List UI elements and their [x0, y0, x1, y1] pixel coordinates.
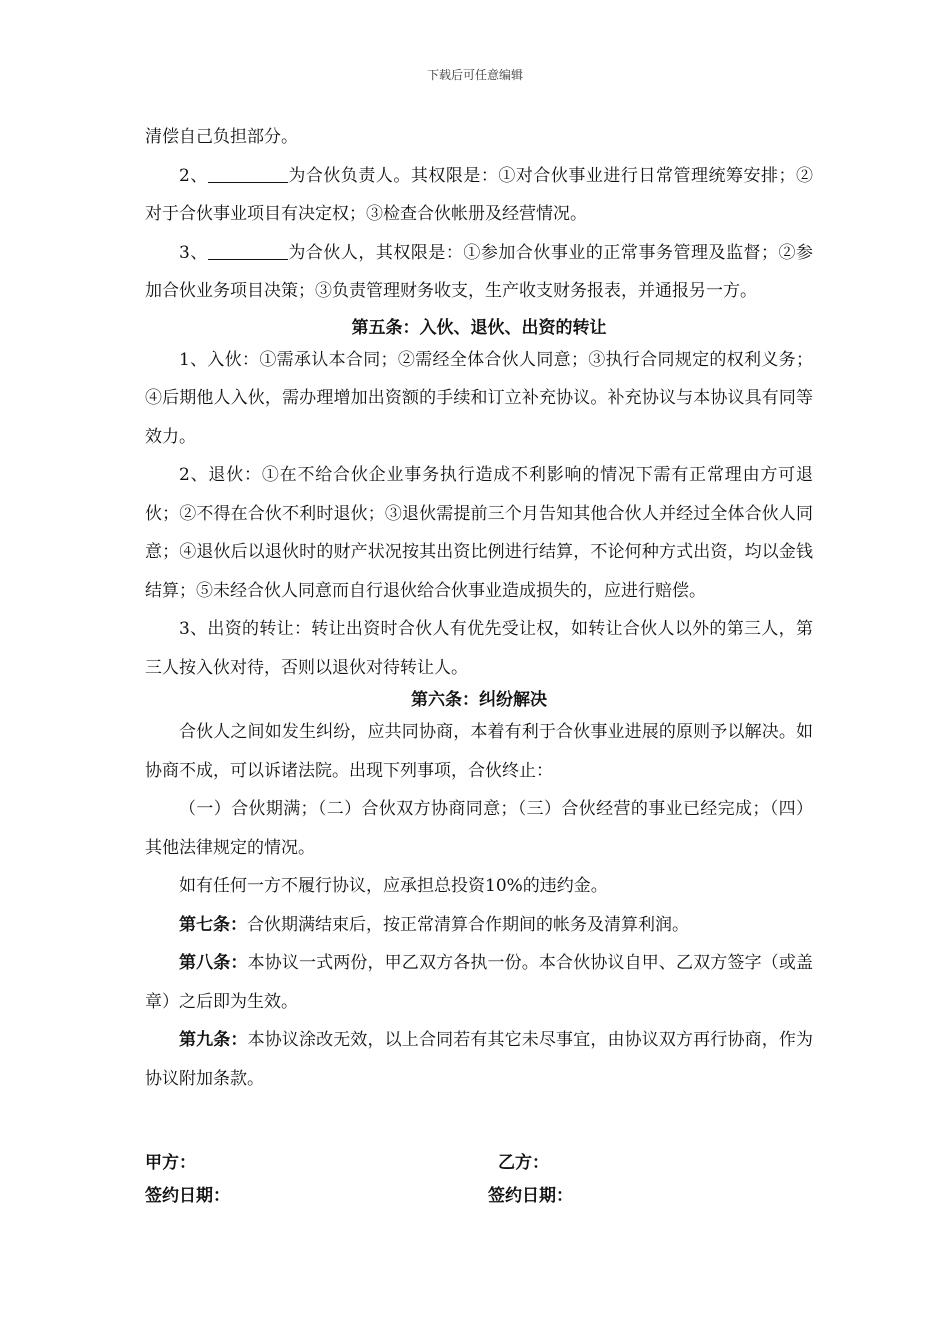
article-9-text: 本协议涂改无效，以上合同若有其它未尽事宜，由协议双方再行协商，作为协议附加条款。 — [145, 1030, 814, 1089]
article-9-label: 第九条： — [179, 1030, 248, 1050]
item-number: 2、 — [179, 165, 208, 186]
paragraph-partner — [145, 234, 813, 311]
item-text: 为合伙人，其权限是：①参加合伙事业的正常事务管理及监督；②参加合伙业务项目决策；③负责管理财务收支，生产收支财务报表，并通报另一方。 — [145, 242, 813, 301]
article-7-label: 第七条： — [179, 914, 247, 935]
name-blank-line — [208, 162, 288, 183]
paragraph-responsible-partner — [145, 157, 813, 234]
article-9 — [145, 1021, 813, 1098]
document-body — [145, 118, 813, 1098]
article-5-item-2: 2、退伙：①在不给合伙企业事务执行造成不利影响的情况下需有正常理由方可退伙；②不得在合伙不利时退伙；③退伙需提前三个月告知其他合伙人并经过全体合伙人同意；④退伙后以退伙时的财产状况按其出资比例进行结算，不论何种方式出资，均以金钱结算；⑤未经合伙人同意而自行退伙给合伙事业造成损失的，应进行赔偿。 — [145, 465, 813, 601]
article-7-text: 合伙期满结束后，按正常清算合作期间的帐务及清算利润。 — [247, 914, 689, 935]
article-6-heading: 第六条：纠纷解决 — [411, 690, 547, 710]
article-5-item-3: 3、出资的转让：转让出资时合伙人有优先受让权，如转让合伙人以外的第三人，第三人按入伙对待，否则以退伙对待转让人。 — [145, 619, 813, 678]
party-b-label: 乙方： — [498, 1153, 549, 1173]
article-5-heading: 第五条：入伙、退伙、出资的转让 — [351, 317, 607, 338]
article-6-paragraph-3: 如有任何一方不履行协议，应承担总投资10%的违约金。 — [179, 876, 608, 896]
party-a-label: 甲方： — [145, 1153, 196, 1173]
name-blank-line — [208, 239, 288, 260]
article-8-label: 第八条： — [179, 953, 248, 973]
article-8-text: 本协议一式两份，甲乙双方各执一份。本合伙协议自甲、乙双方签字（或盖章）之后即为生效。 — [145, 953, 814, 1012]
item-text: 为合伙负责人。其权限是：①对合伙事业进行日常管理统筹安排；②对于合伙事业项目有决定权；③检查合伙帐册及经营情况。 — [145, 165, 813, 224]
item-number: 3、 — [179, 242, 208, 263]
article-6-paragraph-1: 合伙人之间如发生纠纷，应共同协商，本着有利于合伙事业进展的原则予以解决。如协商不成，可以诉诸法院。出现下列事项，合伙终止： — [145, 722, 813, 781]
page-header: 下载后可任意编辑 — [426, 68, 523, 82]
article-7 — [145, 906, 813, 945]
paragraph-continuation: 清偿自己负担部分。 — [145, 127, 298, 147]
party-b-date-label: 签约日期： — [488, 1186, 573, 1206]
article-5-item-1: 1、入伙：①需承认本合同；②需经全体合伙人同意；③执行合同规定的权利义务；④后期他人入伙，需办理增加出资额的手续和订立补充协议。补充协议与本协议具有同等效力。 — [145, 349, 813, 447]
article-8 — [145, 944, 813, 1021]
party-a-date-label: 签约日期： — [145, 1186, 230, 1206]
article-6-paragraph-2: （一）合伙期满；（二）合伙双方协商同意；（三）合伙经营的事业已经完成；（四）其他法律规定的情况。 — [145, 799, 813, 858]
